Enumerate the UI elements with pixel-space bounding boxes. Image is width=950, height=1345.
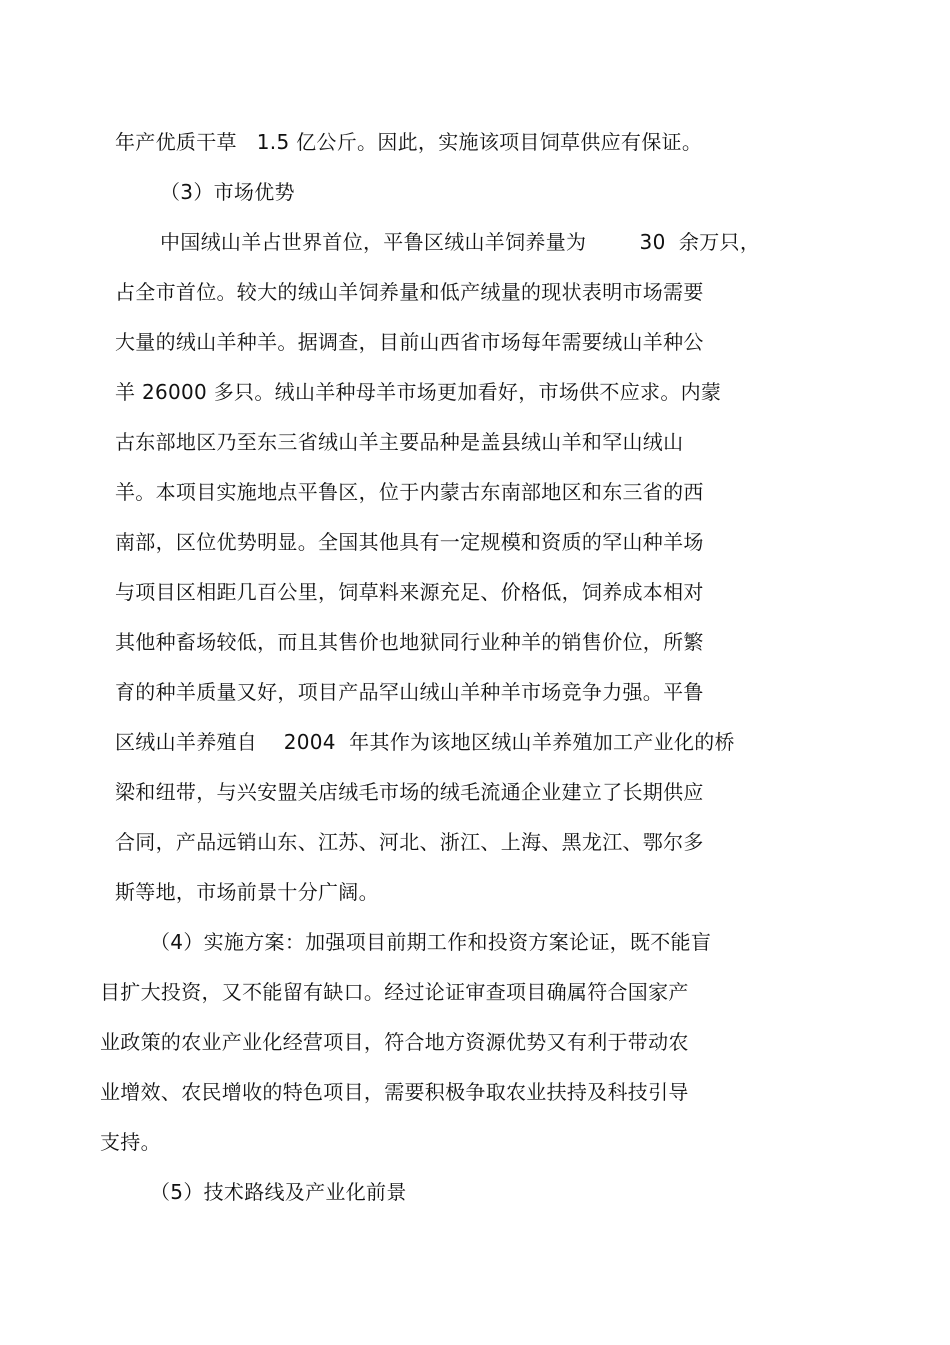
section-heading-technical-route: （5）技术路线及产业化前景 xyxy=(150,1180,407,1204)
text-line: 羊。本项目实施地点平鲁区，位于内蒙古东南部地区和东三省的西 xyxy=(115,480,704,504)
text-line: 南部，区位优势明显。全国其他具有一定规模和资质的罕山种羊场 xyxy=(115,530,704,554)
text-line: 支持。 xyxy=(100,1130,161,1154)
text-line: 区绒山羊养殖自 2004 年其作为该地区绒山羊养殖加工产业化的桥 xyxy=(115,730,735,754)
text-line: 育的种羊质量又好，项目产品罕山绒山羊种羊市场竞争力强。平鲁 xyxy=(115,680,704,704)
text-line: 古东部地区乃至东三省绒山羊主要品种是盖县绒山羊和罕山绒山 xyxy=(115,430,684,454)
text-line: 羊 26000 多只。绒山羊种母羊市场更加看好，市场供不应求。内蒙 xyxy=(115,380,722,404)
text-line: 合同，产品远销山东、江苏、河北、浙江、上海、黑龙江、鄂尔多 xyxy=(115,830,704,854)
text-line: 目扩大投资，又不能留有缺口。经过论证审查项目确属符合国家产 xyxy=(100,980,689,1004)
text-line: 占全市首位。较大的绒山羊饲养量和低产绒量的现状表明市场需要 xyxy=(115,280,704,304)
text-line: 与项目区相距几百公里，饲草料来源充足、价格低，饲养成本相对 xyxy=(115,580,704,604)
text-line: 业政策的农业产业化经营项目，符合地方资源优势又有利于带动农 xyxy=(100,1030,689,1054)
text-line: 斯等地，市场前景十分广阔。 xyxy=(115,880,379,904)
text-line: 其他种畜场较低，而且其售价也地狱同行业种羊的销售价位，所繁 xyxy=(115,630,704,654)
section-heading-market-advantage: （3）市场优势 xyxy=(160,180,295,204)
text-line: 梁和纽带，与兴安盟关店绒毛市场的绒毛流通企业建立了长期供应 xyxy=(115,780,704,804)
section-heading-implementation-plan: （4）实施方案：加强项目前期工作和投资方案论证，既不能盲 xyxy=(150,930,712,954)
text-line: 中国绒山羊占世界首位，平鲁区绒山羊饲养量为 30 余万只， xyxy=(160,230,761,254)
text-line: 业增效、农民增收的特色项目，需要积极争取农业扶持及科技引导 xyxy=(100,1080,689,1104)
text-line: 大量的绒山羊种羊。据调查，目前山西省市场每年需要绒山羊种公 xyxy=(115,330,704,354)
text-line: 年产优质干草 1.5 亿公斤。因此，实施该项目饲草供应有保证。 xyxy=(115,130,703,154)
